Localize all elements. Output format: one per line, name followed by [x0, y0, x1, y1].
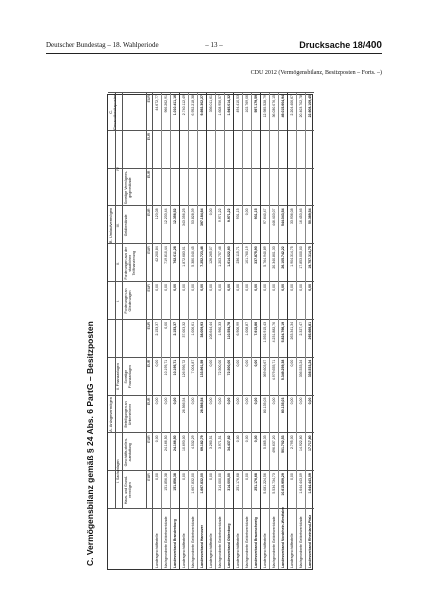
table-cell: 1.904.314,75 [289, 246, 294, 267]
column-header: Sonstige Vermögens-gegenstände [124, 170, 133, 205]
drucksache-prefix: Drucksache 18/ [299, 40, 366, 50]
table-cell: 0,00 [208, 359, 213, 367]
table-cell: 20.340.801,33 [271, 246, 276, 269]
table-cell: 0,00 [208, 397, 213, 405]
table-cell: 44.672,77 [154, 95, 159, 111]
table-cell [290, 133, 294, 169]
table-cell: 9.692.302,27 [199, 95, 204, 116]
table-cell: 0,00 [253, 435, 258, 443]
table-cell: 110.554,78 [226, 321, 231, 340]
table-cell: 0,00 [289, 397, 294, 405]
column-header: Geldbestände [124, 214, 128, 237]
table-cell: 0,00 [190, 284, 195, 291]
table-cell [164, 171, 168, 207]
table-cell: 337.875,90 [253, 246, 258, 264]
table-cell: 108.644,44 [208, 321, 213, 340]
table-cell: 597.179,59 [253, 95, 258, 113]
table-cell: 1.203.757,46 [217, 246, 222, 267]
table-cell: 0,00 [181, 473, 186, 480]
table-cell [209, 133, 213, 169]
table-cell [299, 133, 303, 169]
table-cell: 7.252.723,46 [199, 246, 204, 267]
row-label: Landesverband Brandenburg [172, 519, 177, 568]
row-divider [179, 93, 180, 569]
table-cell: 397.184,64 [199, 208, 204, 226]
table-cell: 2.740.112,49 [181, 95, 186, 116]
table-cell: 0,00 [172, 397, 177, 405]
table-cell: 1.644.443,09 [307, 473, 312, 494]
table-cell: 1.872.683,01 [181, 246, 186, 267]
unit-label: EUR [147, 359, 151, 368]
row-divider [206, 93, 207, 569]
table-cell: 251.176,68 [235, 473, 240, 491]
table-cell: 544.043,54 [280, 208, 285, 226]
table-cell: 343.356,25 [181, 208, 186, 226]
table-cell: 0,00 [253, 397, 258, 405]
row-label: Landesgeschäftsstelle [181, 533, 186, 568]
table-cell: 1.644.443,09 [298, 473, 303, 494]
table-cell: 0,00 [289, 359, 294, 367]
table-cell: 97.640,47 [262, 208, 267, 225]
table-cell: 0,00 [235, 397, 240, 405]
unit-label: EUR [147, 246, 151, 254]
table-cell [272, 133, 276, 169]
table-cell: 0,00 [235, 284, 240, 291]
table-cell [218, 171, 222, 207]
table-cell: 37.003,32 [181, 321, 186, 338]
row-label: Nachgeordnete Gebietsverbände [163, 516, 168, 568]
column-header: Sonstige Finanzanlagen [124, 365, 133, 389]
row-label: Landesverband Rheinland-Pfalz [307, 514, 312, 568]
table-cell: 26.105.742,22 [280, 246, 285, 269]
table-cell [155, 133, 159, 169]
row-divider [233, 93, 234, 569]
table-cell [308, 133, 312, 169]
table-cell: 0,00 [163, 284, 168, 291]
table-cell [182, 171, 186, 207]
table-cell [281, 171, 285, 207]
table-cell: 69.182,79 [199, 435, 204, 451]
table-cell: 1.960,33 [217, 321, 222, 336]
table-cell [191, 171, 195, 207]
group-header: A. Anlagevermögen [108, 397, 113, 432]
table-cell: 0,00 [244, 208, 249, 216]
table-cell: 931,15 [235, 208, 240, 220]
column-header: Beteiligungen an Unternehmen [124, 401, 133, 428]
row-label: Nachgeordnete Gebietsverbände [190, 516, 195, 568]
table-cell: 26.566,54 [199, 397, 204, 414]
table-cell: 0,00 [181, 284, 186, 291]
table-cell: 1.945.014,32 [226, 95, 231, 116]
column-header [124, 132, 145, 168]
table-cell: 1.667.832,00 [190, 473, 195, 494]
table-cell: 0,00 [217, 397, 222, 405]
table-cell: 0,00 [244, 397, 249, 405]
table-cell: 1.614.022,60 [226, 246, 231, 267]
table-cell [290, 171, 294, 207]
table-cell [209, 171, 213, 207]
header-rule [46, 53, 382, 54]
table-cell: 123,08 [154, 208, 159, 220]
table-cell: 314.000,00 [217, 473, 222, 491]
table-cell: 0,00 [172, 284, 177, 291]
table-cell: 0,00 [235, 359, 240, 367]
row-divider [287, 93, 288, 569]
header-left: Deutscher Bundestag – 18. Wahlperiode [46, 41, 159, 49]
subgroup-header: I. [116, 300, 120, 302]
table-cell: 369.603,67 [262, 359, 267, 378]
header-divider [122, 93, 123, 509]
landscape-content [85, 94, 339, 570]
row-label: Nachgeordnete Gebietsverbände [217, 516, 222, 568]
table-cell: 126.265,07 [208, 246, 213, 264]
subgroup-header: I. Sachanlagen [116, 459, 120, 483]
table-cell: 16.453,46 [298, 208, 303, 225]
table-cell: 6.906,99 [235, 321, 240, 336]
table-cell: 0,00 [253, 284, 258, 291]
table-cell: 102.769,06 [244, 95, 249, 113]
table-cell: 0,00 [154, 473, 159, 480]
table-cell [281, 133, 285, 169]
row-label: Landesgeschäftsstelle [235, 533, 240, 568]
table-cell: 12.233,44 [163, 208, 168, 225]
section-title: C. Vermögensbilanz gemäß § 24 Abs. 6 PartG – Besitzposten [85, 321, 95, 566]
table-cell: 38.009,93 [199, 321, 204, 338]
unit-label: EUR [147, 397, 151, 405]
column-header [124, 94, 145, 130]
table-cell: 0,00 [244, 359, 249, 367]
table-cell: 133.961,59 [199, 359, 204, 378]
row-label: Landesverband Oldenburg [226, 523, 231, 568]
table-cell: 719.810,44 [163, 246, 168, 264]
row-label: Landesgeschäftsstelle [208, 533, 213, 568]
table-cell: 4.231.882,76 [271, 321, 276, 343]
table-cell [299, 171, 303, 207]
unit-label: EUR [147, 435, 151, 443]
table-cell: 0,00 [244, 435, 249, 443]
page-number: – 13 – [205, 41, 223, 49]
group-header: B. Umlaufvermögen [108, 207, 113, 244]
table-cell: 0,00 [208, 208, 213, 216]
table-cell: 4.979.655,71 [271, 359, 276, 381]
table-cell [236, 171, 240, 207]
table-cell [227, 171, 231, 207]
table-cell: 236.115,71 [235, 246, 240, 264]
table-cell: 0,00 [190, 397, 195, 405]
table-cell [200, 133, 204, 169]
table-cell: 1.667.832,00 [199, 473, 204, 494]
unit-label: EUR [147, 473, 151, 481]
subgroup-header: II. Finanzanlagen [116, 363, 120, 391]
table-cell: 1.592.915,43 [262, 321, 267, 343]
table-cell: 0,00 [307, 284, 312, 291]
table-cell: 12.356,52 [172, 208, 177, 225]
table-cell: 80.135,03 [280, 397, 285, 414]
table-cell: 265.668,81 [307, 321, 312, 340]
table-cell: 19.757.314,75 [307, 246, 312, 269]
table-cell: 966.262,91 [163, 95, 168, 113]
table-cell: 10.615.959,29 [280, 473, 285, 496]
table-cell: 0,00 [262, 284, 267, 291]
table-cell [245, 133, 249, 169]
table-cell: 931,15 [253, 208, 258, 220]
table-cell: 5.380.040,45 [190, 246, 195, 267]
table-cell: 5.065,33 [262, 435, 267, 449]
table-cell: 0,00 [289, 473, 294, 480]
table-cell: 1.010.411,16 [172, 95, 177, 116]
table-cell [254, 171, 258, 207]
table-cell: 80.135,03 [262, 397, 267, 414]
table-cell: 5.349.259,38 [280, 359, 285, 381]
table-cell: 1.608.956,57 [217, 95, 222, 116]
table-cell: 10.195,71 [163, 359, 168, 376]
unit-label: EUR [147, 321, 151, 330]
table-cell: 10.195,71 [172, 359, 177, 376]
table-cell: 17.853.000,00 [298, 246, 303, 269]
table-cell: 5.534.734,73 [271, 473, 276, 494]
table-cell: 0,00 [307, 397, 312, 405]
table-cell: 0,00 [199, 284, 204, 291]
table-cell: 5.824.798,19 [280, 321, 285, 343]
column-header [124, 321, 145, 357]
table-cell: 9.971,22 [226, 208, 231, 223]
table-cell: 336.533,24 [307, 359, 312, 378]
table-cell [263, 133, 267, 169]
table-cell: 0,00 [154, 359, 159, 367]
table-cell: 151.856,38 [172, 473, 177, 491]
table-cell [272, 171, 276, 207]
table-cell: 2.153,37 [154, 321, 159, 336]
table-cell: 0,00 [154, 284, 159, 291]
row-label: Landesgeschäftsstelle [154, 533, 159, 568]
table-cell [182, 133, 186, 169]
assets-table [107, 94, 313, 570]
header-divider [152, 93, 153, 509]
table-cell: 263.341,34 [289, 321, 294, 340]
table-cell: 72.500,00 [226, 359, 231, 376]
table-cell [200, 171, 204, 207]
row-label: Landesverband Nordrhein-Westfalen [280, 506, 285, 568]
row-label: Nachgeordnete Gebietsverbände [271, 516, 276, 568]
table-cell: 0,00 [280, 284, 285, 291]
table-cell: 50.389,54 [307, 208, 312, 225]
table-cell: 24.166,50 [163, 435, 168, 451]
table-cell [245, 171, 249, 207]
table-cell: 24.166,50 [172, 435, 177, 451]
row-label: Landesgeschäftsstelle [289, 533, 294, 568]
drucksache-label [299, 40, 382, 51]
table-cell: 0,00 [208, 473, 213, 480]
table-cell: 53.828,39 [190, 208, 195, 225]
table-cell: 0,00 [208, 284, 213, 291]
table-cell: 14.922,80 [298, 435, 303, 451]
column-header: Forderungen aus der staatlichen Teilfinanzierung [124, 246, 137, 280]
table-cell: 314.000,00 [226, 473, 231, 491]
table-cell: 0,00 [253, 359, 258, 367]
table-cell [236, 133, 240, 169]
table-cell: 3.260,51 [208, 435, 213, 449]
table-cell: 0,00 [226, 397, 231, 405]
column-divider [108, 93, 314, 94]
subgroup-header: III. [116, 223, 120, 228]
table-cell: 0,00 [271, 284, 276, 291]
table-cell: 26.566,54 [181, 397, 186, 414]
table-cell: 0,00 [163, 321, 168, 329]
table-cell: 1.008,87 [244, 321, 249, 336]
table-cell: 0,00 [154, 397, 159, 405]
table-cell: 0,00 [235, 435, 240, 443]
table-cell: 494.410,53 [235, 95, 240, 113]
table-cell: 0,00 [298, 284, 303, 291]
drucksache-number: 400 [365, 40, 382, 51]
column-header: Forderungen an Gliederungen [124, 288, 133, 314]
row-label: Landesgeschäftsstelle [262, 533, 267, 568]
table-cell: 6.952.218,38 [190, 95, 195, 116]
table-cell: 0,00 [298, 397, 303, 405]
table-cell: 0,00 [163, 397, 168, 405]
page-header [46, 40, 382, 52]
table-cell: 0,00 [244, 284, 249, 291]
table-cell: 7.004,87 [190, 359, 195, 374]
table-cell: 3.971,51 [217, 435, 222, 449]
table-cell: 0,00 [244, 473, 249, 480]
row-label: Landesverband Hannover [199, 525, 204, 568]
table-cell: 34.437,62 [226, 435, 231, 451]
table-cell: 0,00 [154, 435, 159, 443]
unit-label: EUR [147, 170, 151, 179]
table-cell: 0,00 [289, 284, 294, 291]
table-cell: 12.985.528,79 [262, 95, 267, 118]
table-cell: 22.608.109,45 [307, 95, 312, 118]
table-cell: 0,00 [217, 284, 222, 291]
table-cell: 0,00 [271, 397, 276, 405]
table-cell: 2.795,00 [289, 435, 294, 449]
table-cell: 126.956,72 [181, 359, 186, 378]
table-cell [173, 171, 177, 207]
table-cell: 336.011,61 [208, 95, 213, 113]
table-cell [254, 133, 258, 169]
table-cell: 17.717,80 [307, 435, 312, 451]
column-header: Haus- und Grund-vermögen [124, 476, 133, 505]
table-cell: 20.403.702,78 [298, 95, 303, 118]
table-cell: 101.760,19 [244, 246, 249, 264]
unit-label: EUR [147, 208, 151, 216]
table-cell [164, 133, 168, 169]
page-subtitle: CDU 2012 (Vermögensbilanz, Besitzposten – Forts. –) [250, 70, 382, 76]
table-cell: 36.030.076,15 [271, 95, 276, 118]
subgroup-header: II. [116, 261, 120, 265]
table-cell: 10.693,00 [181, 435, 186, 451]
table-cell: 2.204.406,67 [289, 95, 294, 116]
table-cell: 4.532,29 [190, 435, 195, 449]
table-cell: 501.702,53 [280, 435, 285, 453]
table-cell: 2.327,47 [298, 321, 303, 336]
column-header: Geschäfts-stellen-ausstattung [124, 438, 133, 467]
table-cell: 2.153,37 [172, 321, 177, 336]
table-cell: 336.533,24 [298, 359, 303, 378]
row-label: Nachgeordnete Gebietsverbände [298, 516, 303, 568]
table-cell: 49.015.604,94 [280, 95, 285, 118]
table-cell: 33.936,08 [289, 208, 294, 225]
table-cell: 762.011,28 [172, 246, 177, 264]
table-cell [263, 171, 267, 207]
table-cell: 496.637,20 [271, 435, 276, 453]
table-cell: 251.176,68 [253, 473, 258, 491]
table-cell [308, 171, 312, 207]
table-cell: 0,00 [226, 284, 231, 291]
table-cell: 5.764.940,89 [262, 246, 267, 267]
table-cell [191, 133, 195, 169]
row-label: Landesverband Braunschweig [253, 517, 258, 568]
unit-label: EUR [147, 132, 151, 141]
table-cell [155, 171, 159, 207]
table-cell: 5.081.224,56 [262, 473, 267, 494]
table-cell: 9.971,22 [217, 208, 222, 223]
table-cell: 446.403,07 [271, 208, 276, 226]
table-cell: 72.500,00 [217, 359, 222, 376]
table-cell: 1.006,61 [190, 321, 195, 336]
table-cell: 42.200,84 [154, 246, 159, 262]
table-cell: 7.915,86 [253, 321, 258, 336]
table-cell [218, 133, 222, 169]
table-cell [227, 133, 231, 169]
table-cell: 151.856,38 [163, 473, 168, 491]
header-divider [152, 509, 153, 569]
table-cell [173, 133, 177, 169]
subgroup-header: IV. [116, 166, 120, 171]
unit-label: EUR [147, 95, 151, 103]
rotated-table-area [85, 94, 339, 570]
row-divider [260, 93, 261, 569]
unit-label: EUR [147, 284, 151, 292]
group-header: C. Gesamtbesitzposten [108, 93, 117, 131]
row-label: Nachgeordnete Gebietsverbände [244, 516, 249, 568]
